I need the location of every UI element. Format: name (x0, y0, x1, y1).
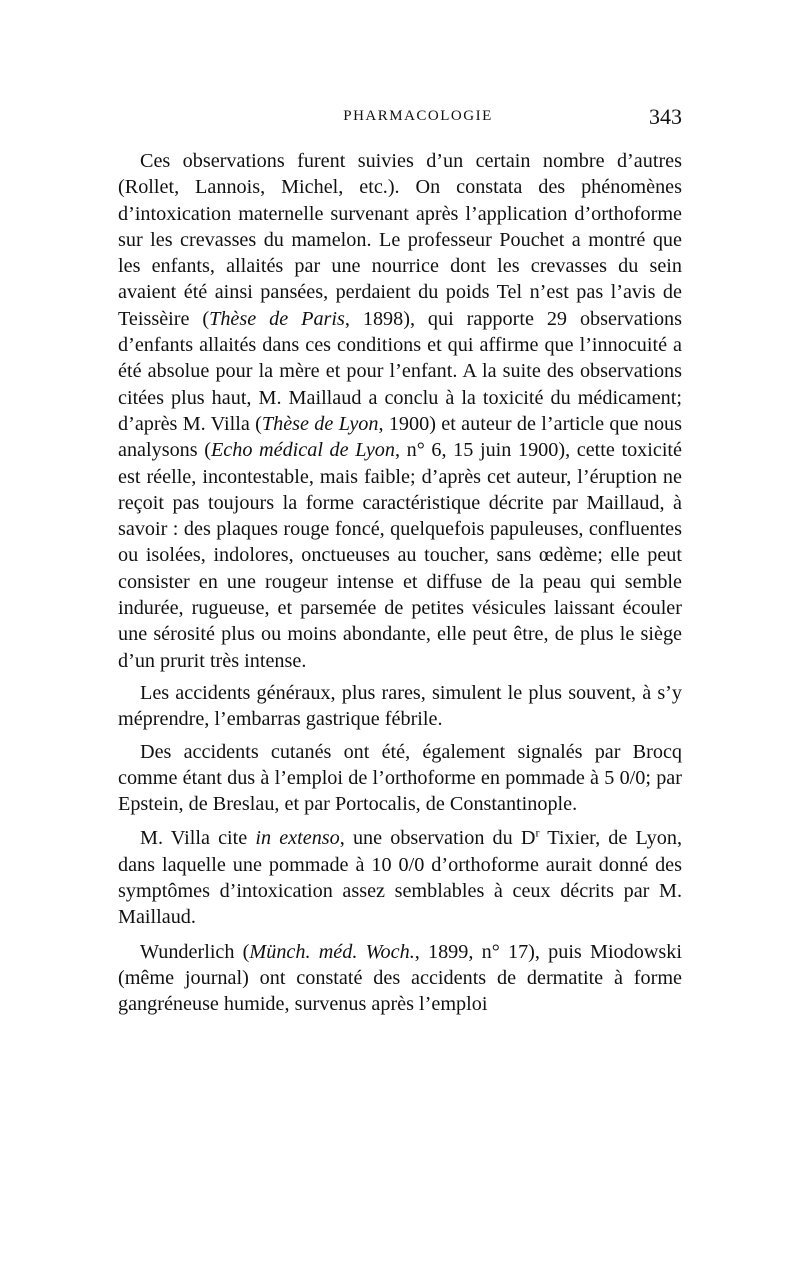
paragraph-3: Des accidents cutanés ont été, également signalés par Brocq comme étant dus à l’emploi de l’orthoforme en pommade à 5 0/0; par Epstein, de Breslau, et par Portocalis, de Constantinople. (118, 740, 682, 816)
running-head (118, 104, 682, 134)
running-title: PHARMACOLOGIE (343, 108, 493, 124)
paragraph-4: M. Villa cite in extenso, une observation du $D^r$ Tixier, de Lyon, dans laquelle une pommade à 10 0/0 d’orthoforme aurait donné des symptômes d’intoxication assez semblables à ceux décrits par M. Maillaud. (118, 825, 683, 929)
page-number: 343 (649, 104, 682, 129)
book-page (118, 104, 682, 1018)
paragraph-1: Ces observations furent suivies d’un certain nombre d’autres (Rollet, Lannois, Michel, etc.). On constata des phénomènes d’intoxication maternelle survenant après l’application d’orthoforme sur les crevasses du mamelon. Le professeur Pouchet a montré que les enfants, allaités par une nourrice dont les crevasses du sein avaient été ainsi pansées, perdaient du poids Tel n’est pas l’avis de Teissèire (Thèse de Paris, 1898), qui rapporte 29 observations d’enfants allaités dans ces conditions et qui affirme que l’innocuité a été absolue pour la mère et pour l’enfant. A la suite des observations citées plus haut, M. Maillaud a conclu à la toxicité du médicament; d’après M. Villa (Thèse de Lyon, 1900) et auteur de l’article que nous analysons (Echo médical de Lyon, n° 6, 15 juin 1900), cette toxicité est réelle, incontestable, mais faible; d’après cet auteur, l’éruption ne reçoit pas toujours la forme caractéristique décrite par Maillaud, à savoir : des plaques rouge foncé, quelquefois papuleuses, confluentes ou isolées, indolores, onctueuses au toucher, sans œdème; elle peut consister en une rougeur intense et diffuse de la peau qui semble indurée, rugueuse, et parsemée de petites vésicules laissant écouler une sérosité plus ou moins abondante, elle peut être, de plus le siège d’un prurit très intense. (118, 150, 682, 672)
paragraph-5: Wunderlich (Münch. méd. Woch., 1899, n° 17), puis Miodowski (même journal) ont constaté des accidents de dermatite à forme gangréneuse humide, survenus après l’emploi (118, 940, 682, 1016)
paragraph-2: Les accidents généraux, plus rares, simulent le plus souvent, à s’y méprendre, l’embarras gastrique fébrile. (118, 681, 682, 731)
